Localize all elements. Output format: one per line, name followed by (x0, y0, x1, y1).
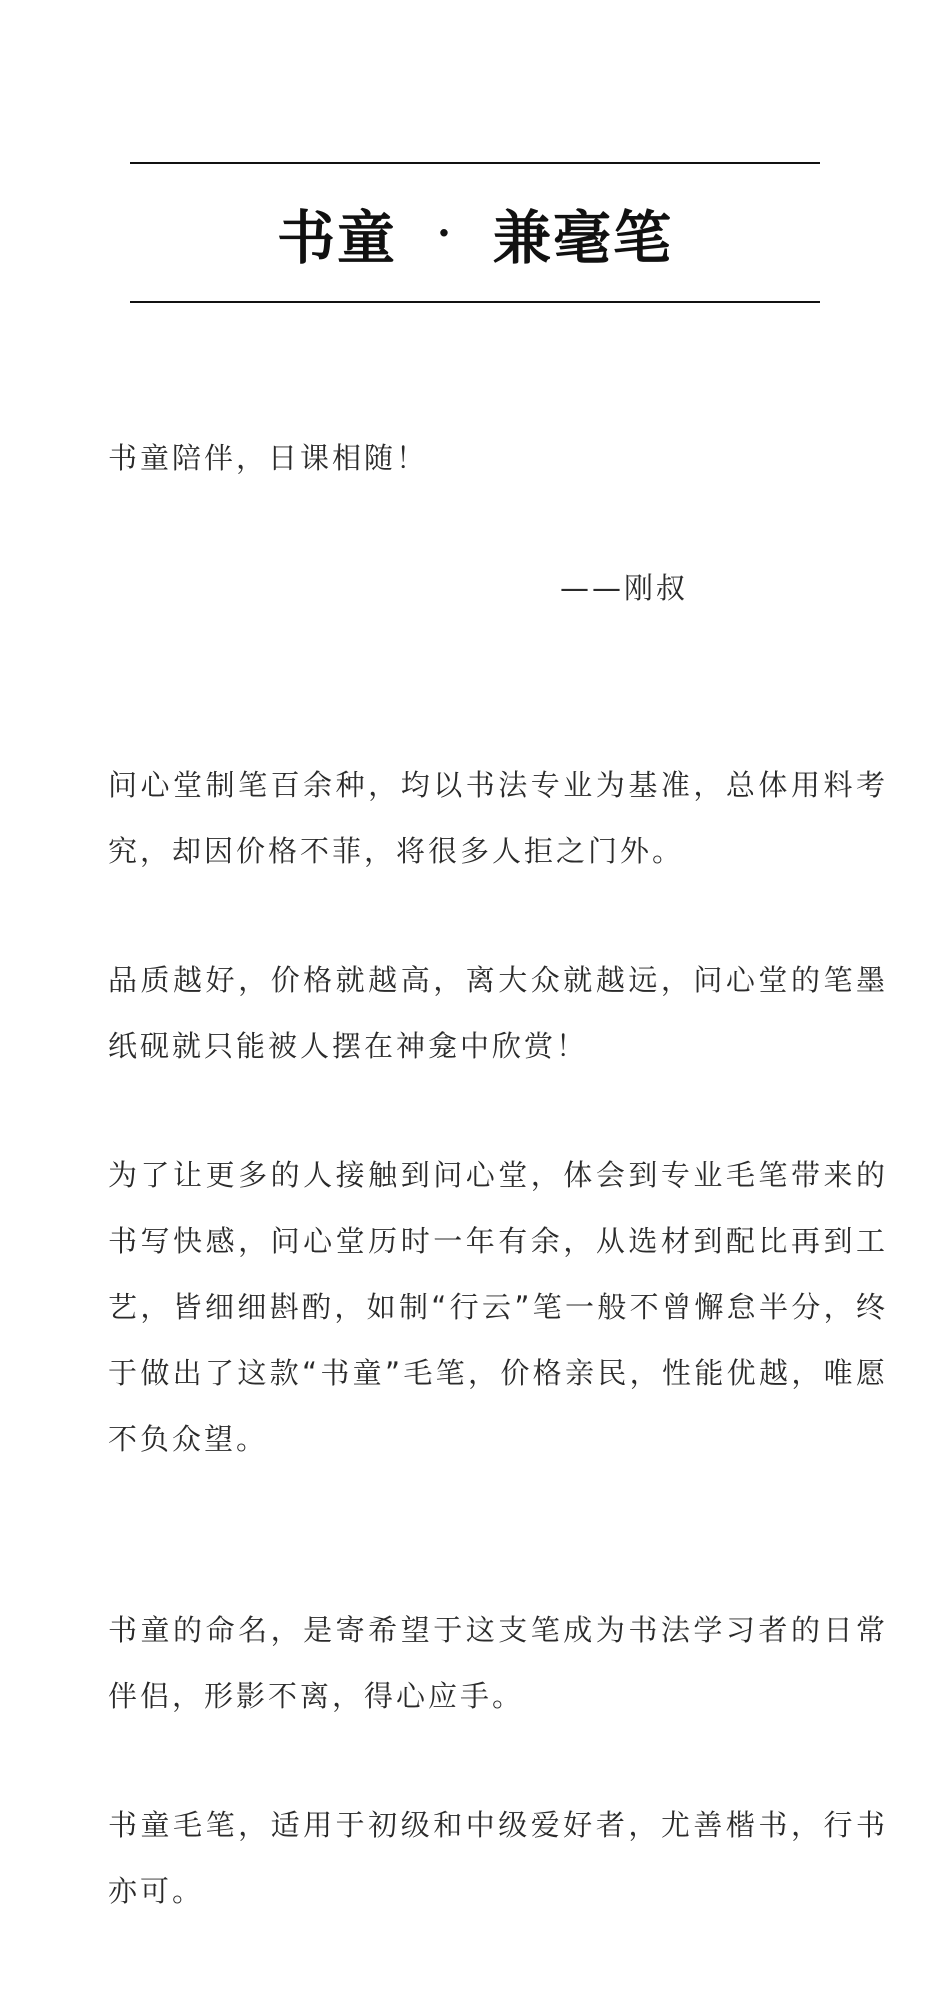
page-title (130, 196, 820, 270)
title-left: 书童 (277, 204, 398, 272)
title-separator-dot: · (437, 209, 453, 257)
title-right: 兼毫笔 (492, 204, 673, 272)
title-top-rule (130, 162, 820, 164)
title-bottom-rule (130, 301, 820, 303)
paragraph-4: 书童的命名，是寄希望于这支笔成为书法学习者的日常伴侣，形影不离，得心应手。 (108, 1613, 888, 1713)
paragraph-5: 书童毛笔，适用于初级和中级爱好者，尤善楷书，行书亦可。 (108, 1808, 888, 1908)
paragraph-3: 为了让更多的人接触到问心堂，体会到专业毛笔带来的书写快感，问心堂历时一年有余，从选材到配比再到工艺，皆细细斟酌，如制“行云”笔一般不曾懈怠半分，终于做出了这款“书童”毛笔，价格亲民，性能优越，唯愿不负众望。 (108, 1158, 888, 1456)
signature: ——刚叔 (560, 571, 689, 605)
paragraph-1: 问心堂制笔百余种，均以书法专业为基准，总体用料考究，却因价格不菲，将很多人拒之门外。 (108, 768, 888, 868)
intro-quote: 书童陪伴，日课相随！ (108, 441, 429, 475)
paragraph-2: 品质越好，价格就越高，离大众就越远，问心堂的笔墨纸砚就只能被人摆在神龛中欣赏！ (108, 963, 888, 1063)
